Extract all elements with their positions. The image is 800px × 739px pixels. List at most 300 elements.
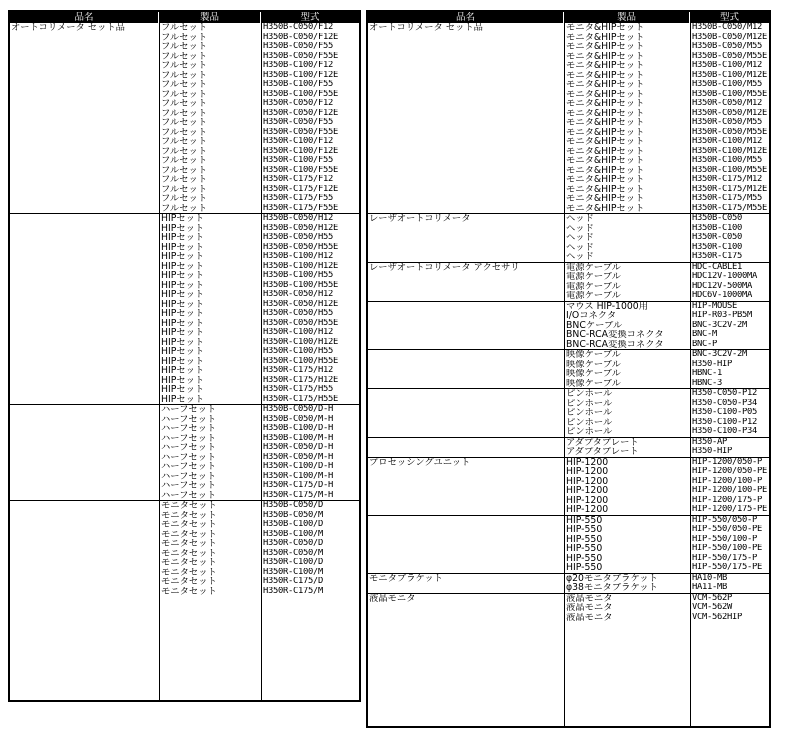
model-cell: H350-AP xyxy=(692,437,727,447)
product-cell: HIPセット xyxy=(161,223,205,233)
model-cell: H350-HIP xyxy=(692,359,732,369)
table-row xyxy=(10,224,359,234)
product-cell: φ38モニタブラケット xyxy=(566,583,658,593)
model-cell: H350B-C050/M-H xyxy=(263,414,333,424)
name-cell xyxy=(368,486,564,496)
product-cell: モニタ&HIPセット xyxy=(566,32,645,42)
product-cell: モニタ&HIPセット xyxy=(566,42,645,52)
name-cell xyxy=(10,252,159,262)
table-row xyxy=(10,328,359,338)
model-cell: VCM-562P xyxy=(692,593,732,603)
product-cell: モニタセット xyxy=(161,577,217,587)
name-cell xyxy=(10,366,159,376)
model-cell: VCM-562HIP xyxy=(692,612,742,622)
name-cell xyxy=(368,185,564,195)
name-cell xyxy=(368,194,564,204)
name-cell xyxy=(368,61,564,71)
name-cell xyxy=(10,224,159,234)
product-cell: フルセット xyxy=(161,70,208,80)
product-cell: 液晶モニタ xyxy=(566,593,613,603)
product-cell: モニタセット xyxy=(161,529,217,539)
table-row xyxy=(368,128,769,138)
product-cell: HIPセット xyxy=(161,347,205,357)
model-cell: H350B-C100/F55E xyxy=(263,89,338,99)
product-cell: BNCケーブル xyxy=(566,320,623,330)
product-cell: 液晶モニタ xyxy=(566,603,613,613)
model-cell: H350R-C175/D-H xyxy=(263,481,333,490)
product-cell: HIPセット xyxy=(161,252,205,262)
table-row xyxy=(10,290,359,300)
table-row xyxy=(368,418,769,428)
name-cell xyxy=(10,147,159,157)
model-cell: H350R-C175/M55E xyxy=(692,203,767,213)
model-cell: H350R-C050/F12E xyxy=(263,108,338,118)
category-group xyxy=(368,593,769,623)
product-cell: HIP-1200 xyxy=(566,486,609,496)
name-cell xyxy=(10,214,159,224)
model-cell: H350-C100-P34 xyxy=(692,427,757,436)
model-cell: H350B-C100/D-H xyxy=(263,424,333,433)
table-row xyxy=(368,477,769,487)
product-cell: ハーフセット xyxy=(161,490,217,500)
table-row xyxy=(10,213,359,224)
model-cell: H350R-C175/H55 xyxy=(263,385,333,394)
table-row xyxy=(10,481,359,491)
table-row xyxy=(368,525,769,535)
model-cell: BNC-M xyxy=(692,330,717,339)
product-cell: モニタ&HIPセット xyxy=(566,70,645,80)
model-cell: H350R-C100/H55 xyxy=(263,347,333,356)
name-cell xyxy=(10,118,159,128)
name-cell xyxy=(10,262,159,272)
product-cell: モニタ&HIPセット xyxy=(566,89,645,99)
name-cell xyxy=(10,453,159,463)
table-row xyxy=(368,194,769,204)
name-cell xyxy=(368,418,564,428)
product-cell: モニタ&HIPセット xyxy=(566,137,645,147)
table-row xyxy=(10,558,359,568)
table-row xyxy=(10,137,359,147)
name-cell xyxy=(368,544,564,554)
table-row xyxy=(368,52,769,62)
product-cell: ピンホール xyxy=(566,398,613,408)
product-cell: フルセット xyxy=(161,99,208,109)
header-name: 品名 xyxy=(10,12,159,23)
table-row xyxy=(10,99,359,109)
table-row xyxy=(368,408,769,418)
table-row xyxy=(10,42,359,52)
model-cell: H350R-C050/M12E xyxy=(692,108,767,118)
table-row xyxy=(368,311,769,321)
model-cell: H350R-C100/F55E xyxy=(263,165,338,175)
name-cell xyxy=(10,185,159,195)
name-cell xyxy=(368,399,564,409)
model-cell: H350R-C100/M55 xyxy=(692,156,762,165)
model-cell: HDC12V-500MA xyxy=(692,281,752,291)
model-cell: H350B-C100/H12 xyxy=(263,252,333,261)
product-cell: モニタ&HIPセット xyxy=(566,184,645,194)
product-cell: モニタセット xyxy=(161,520,217,530)
model-cell: H350R-C100/M12 xyxy=(692,137,762,146)
name-cell xyxy=(368,525,564,535)
name-cell xyxy=(10,558,159,568)
table-row xyxy=(10,415,359,425)
table-row xyxy=(368,399,769,409)
model-cell: H350B-C100/M-H xyxy=(263,433,333,443)
product-cell: ヘッド xyxy=(566,233,594,243)
name-cell xyxy=(10,319,159,329)
model-cell: H350B-C050/M xyxy=(263,510,323,520)
product-cell: 電源ケーブル xyxy=(566,291,621,301)
table-row xyxy=(10,404,359,415)
model-cell: H350R-C050/F55E xyxy=(263,127,338,137)
table-row xyxy=(368,118,769,128)
model-cell: H350B-C050/F55 xyxy=(263,42,333,51)
product-cell: ヘッド xyxy=(566,242,594,252)
product-cell: フルセット xyxy=(161,23,208,33)
header-name: 品名 xyxy=(368,12,564,23)
product-cell: フルセット xyxy=(161,89,208,99)
product-cell: モニタセット xyxy=(161,567,217,577)
product-cell: HIPセット xyxy=(161,214,205,224)
table-row xyxy=(10,385,359,395)
product-cell: モニタ&HIPセット xyxy=(566,165,645,175)
product-cell: モニタ&HIPセット xyxy=(566,99,645,109)
model-cell: H350R-C100/M xyxy=(263,567,323,577)
product-cell: HIP-550 xyxy=(566,534,603,544)
model-cell: H350B-C100/F55 xyxy=(263,80,333,89)
name-cell xyxy=(10,175,159,185)
header-product: 製品 xyxy=(564,12,690,23)
table-row xyxy=(368,544,769,554)
table-row xyxy=(368,272,769,282)
product-cell: ハーフセット xyxy=(161,443,217,453)
category-name: レーザオートコリメータ アクセサリ xyxy=(369,261,520,273)
name-cell xyxy=(10,328,159,338)
name-cell xyxy=(10,385,159,395)
table-row xyxy=(368,166,769,176)
product-cell: マウス HIP-1000用 xyxy=(566,301,649,311)
model-cell: HBNC-1 xyxy=(692,369,722,378)
category-group xyxy=(368,262,769,457)
product-cell: ヘッド xyxy=(566,214,594,224)
name-cell xyxy=(10,405,159,415)
table-row xyxy=(10,511,359,521)
name-cell xyxy=(368,438,564,448)
table-row xyxy=(368,282,769,292)
name-cell xyxy=(10,128,159,138)
model-cell: H350R-C050/D xyxy=(263,539,323,548)
name-cell xyxy=(10,109,159,119)
name-cell xyxy=(10,33,159,43)
product-cell: モニタ&HIPセット xyxy=(566,61,645,71)
name-cell xyxy=(10,520,159,530)
table-row xyxy=(10,80,359,90)
table-row xyxy=(368,369,769,379)
name-cell xyxy=(10,271,159,281)
name-cell xyxy=(368,99,564,109)
product-cell: HIPセット xyxy=(161,328,205,338)
name-cell xyxy=(10,539,159,549)
model-cell: H350B-C100 xyxy=(692,223,742,233)
name-cell xyxy=(368,233,564,243)
product-cell: HIP-550 xyxy=(566,525,603,535)
model-cell: H350R-C175/H12E xyxy=(263,375,338,385)
name-cell xyxy=(10,80,159,90)
model-cell: H350R-C100/F12 xyxy=(263,137,333,146)
model-cell: H350R-C050/H55 xyxy=(263,309,333,318)
model-cell: H350B-C100/M xyxy=(263,529,323,539)
model-cell: H350R-C175 xyxy=(692,252,742,261)
model-cell: HIP-1200/100-P xyxy=(692,476,762,486)
product-cell: ハーフセット xyxy=(161,405,217,415)
category-name: モニタブラケット xyxy=(369,572,443,584)
table-row xyxy=(10,271,359,281)
name-cell xyxy=(368,505,564,515)
name-cell xyxy=(10,52,159,62)
model-cell: H350R-C100/D-H xyxy=(263,462,333,471)
table-row xyxy=(368,204,769,214)
model-cell: HIP-MOUSE xyxy=(692,301,737,311)
name-cell xyxy=(368,52,564,62)
model-cell: H350R-C175/M55 xyxy=(692,194,762,203)
product-cell: フルセット xyxy=(161,80,208,90)
model-cell: H350R-C175/H55E xyxy=(263,394,338,404)
product-cell: HIP-1200 xyxy=(566,495,609,505)
table-row xyxy=(368,594,769,604)
table-row xyxy=(368,233,769,243)
table-row xyxy=(10,443,359,453)
name-cell xyxy=(10,501,159,511)
product-cell: HIPセット xyxy=(161,309,205,319)
model-cell: H350B-C050 xyxy=(692,214,742,223)
name-cell xyxy=(368,175,564,185)
table-row xyxy=(368,301,769,312)
table-row xyxy=(10,109,359,119)
name-cell xyxy=(368,427,564,437)
table-row xyxy=(368,90,769,100)
name-cell xyxy=(10,290,159,300)
table-row xyxy=(368,467,769,477)
name-cell xyxy=(368,350,564,360)
table-row xyxy=(368,349,769,360)
name-cell xyxy=(368,42,564,52)
product-cell: モニタセット xyxy=(161,539,217,549)
table-row xyxy=(368,427,769,437)
table-row xyxy=(10,500,359,511)
model-cell: H350B-C050/F12 xyxy=(263,23,333,32)
model-cell: H350B-C100/H55 xyxy=(263,271,333,280)
name-cell xyxy=(10,472,159,482)
name-cell xyxy=(368,477,564,487)
product-cell: HIP-550 xyxy=(566,544,603,554)
model-cell: HIP-1200/100-PE xyxy=(692,486,767,495)
name-cell xyxy=(10,347,159,357)
category-group xyxy=(368,573,769,593)
model-cell: HA11-MB xyxy=(692,583,727,592)
product-cell: HIPセット xyxy=(161,233,205,243)
category-group xyxy=(368,213,769,262)
table-body xyxy=(368,23,769,726)
name-cell xyxy=(368,613,564,623)
product-cell: I/Oコネクタ xyxy=(566,311,617,321)
table-row xyxy=(368,156,769,166)
product-cell: フルセット xyxy=(161,146,208,156)
product-cell: HIPセット xyxy=(161,271,205,281)
product-cell: ヘッド xyxy=(566,223,594,233)
name-cell xyxy=(368,311,564,321)
model-cell: H350B-C050/H55E xyxy=(263,242,338,252)
model-cell: H350-HIP xyxy=(692,447,732,456)
product-cell: フルセット xyxy=(161,156,208,166)
table-row xyxy=(368,33,769,43)
model-cell: HA10-MB xyxy=(692,573,727,583)
product-table-right xyxy=(366,10,771,728)
model-cell: H350B-C050/D xyxy=(263,501,323,510)
model-cell: H350R-C050/D-H xyxy=(263,443,333,452)
product-cell: モニタ&HIPセット xyxy=(566,127,645,137)
category-group xyxy=(368,23,769,213)
name-cell xyxy=(368,80,564,90)
product-cell: HIPセット xyxy=(161,337,205,347)
header-model: 型式 xyxy=(719,12,739,23)
name-cell xyxy=(368,224,564,234)
model-cell: H350R-C100/M12E xyxy=(692,146,767,156)
table-row xyxy=(10,90,359,100)
table-row xyxy=(368,243,769,253)
name-cell xyxy=(10,233,159,243)
model-cell: BNC-3C2V-2M xyxy=(692,350,747,359)
name-cell xyxy=(368,321,564,331)
model-cell: H350B-C050/H12E xyxy=(263,223,338,233)
name-cell xyxy=(10,511,159,521)
name-cell xyxy=(10,549,159,559)
model-cell: H350R-C050/M55E xyxy=(692,127,767,137)
model-cell: H350B-C100/F12 xyxy=(263,61,333,70)
table-row xyxy=(368,535,769,545)
model-cell: H350R-C175/M12E xyxy=(692,184,767,194)
model-cell: H350R-C050/H12 xyxy=(263,290,333,299)
model-cell: H350B-C050/M55 xyxy=(692,42,762,51)
model-cell: H350B-C050/F12E xyxy=(263,32,338,42)
table-row xyxy=(368,360,769,370)
table-row xyxy=(10,395,359,405)
model-cell: H350R-C175/F12E xyxy=(263,184,338,194)
model-cell: H350R-C050/M xyxy=(263,548,323,558)
product-cell: モニタセット xyxy=(161,558,217,568)
model-cell: H350B-C100/D xyxy=(263,520,323,529)
name-cell xyxy=(368,252,564,262)
product-cell: フルセット xyxy=(161,61,208,71)
product-cell: HIPセット xyxy=(161,375,205,385)
product-cell: アダプタプレート xyxy=(566,447,639,457)
model-cell: H350R-C175/M xyxy=(263,586,323,596)
model-cell: H350R-C050/H12E xyxy=(263,299,338,309)
category-group xyxy=(368,457,769,573)
product-cell: ヘッド xyxy=(566,252,594,262)
name-cell xyxy=(368,554,564,564)
table-row xyxy=(368,447,769,457)
name-cell xyxy=(368,535,564,545)
model-cell: HIP-1200/175-P xyxy=(692,495,762,505)
model-cell: H350B-C100/M55 xyxy=(692,80,762,89)
name-cell xyxy=(10,568,159,578)
product-cell: フルセット xyxy=(161,118,208,128)
table-row xyxy=(368,42,769,52)
column-divider xyxy=(159,23,160,700)
name-cell xyxy=(10,481,159,491)
model-cell: HDC6V-1000MA xyxy=(692,291,752,300)
model-cell: H350R-C100/F55 xyxy=(263,156,333,165)
product-cell: ピンホール xyxy=(566,427,613,437)
product-cell: BNC-RCA変換コネクタ xyxy=(566,330,664,340)
table-row xyxy=(368,563,769,573)
model-cell: HIP-550/050-P xyxy=(692,515,757,525)
product-cell: モニタ&HIPセット xyxy=(566,80,645,90)
table-row xyxy=(10,424,359,434)
table-row xyxy=(368,437,769,448)
table-row xyxy=(10,338,359,348)
model-cell: VCM-562W xyxy=(692,603,732,612)
name-cell xyxy=(368,369,564,379)
name-cell xyxy=(10,166,159,176)
model-cell: HIP-550/100-PE xyxy=(692,544,762,553)
model-cell: H350B-C050/M12 xyxy=(692,23,762,32)
product-cell: フルセット xyxy=(161,42,208,52)
product-cell: HIPセット xyxy=(161,242,205,252)
product-cell: ハーフセット xyxy=(161,471,217,481)
name-cell xyxy=(368,389,564,399)
table-row xyxy=(10,233,359,243)
model-cell: H350R-C050/M55 xyxy=(692,118,762,127)
product-cell: HIPセット xyxy=(161,318,205,328)
name-cell xyxy=(368,330,564,340)
product-cell: HIPセット xyxy=(161,280,205,290)
model-cell: H350R-C175/D xyxy=(263,577,323,586)
table-row xyxy=(10,520,359,530)
model-cell: H350B-C050/D-H xyxy=(263,405,333,414)
product-cell: フルセット xyxy=(161,203,208,213)
name-cell xyxy=(10,61,159,71)
model-cell: H350R-C100/M-H xyxy=(263,471,333,481)
table-row xyxy=(10,175,359,185)
model-cell: HIP-1200/050-PE xyxy=(692,467,767,476)
product-cell: フルセット xyxy=(161,165,208,175)
model-cell: H350-C050-P12 xyxy=(692,389,757,398)
name-cell xyxy=(368,340,564,350)
name-cell xyxy=(10,71,159,81)
product-cell: モニタ&HIPセット xyxy=(566,51,645,61)
model-cell: H350B-C100/M12E xyxy=(692,70,767,80)
product-cell: モニタ&HIPセット xyxy=(566,156,645,166)
table-row xyxy=(10,243,359,253)
product-cell: 電源ケーブル xyxy=(566,262,621,272)
table-row xyxy=(10,147,359,157)
model-cell: H350B-C100/H12E xyxy=(263,261,338,271)
name-cell xyxy=(368,291,564,301)
name-cell xyxy=(368,496,564,506)
table-row xyxy=(368,613,769,623)
product-cell: 映像ケーブル xyxy=(566,350,621,360)
header-model: 型式 xyxy=(300,12,320,23)
table-row xyxy=(10,491,359,501)
name-cell xyxy=(10,281,159,291)
model-cell: H350B-C100/M12 xyxy=(692,61,762,70)
table-row xyxy=(10,462,359,472)
table-row xyxy=(10,262,359,272)
name-cell xyxy=(368,118,564,128)
name-cell xyxy=(368,109,564,119)
